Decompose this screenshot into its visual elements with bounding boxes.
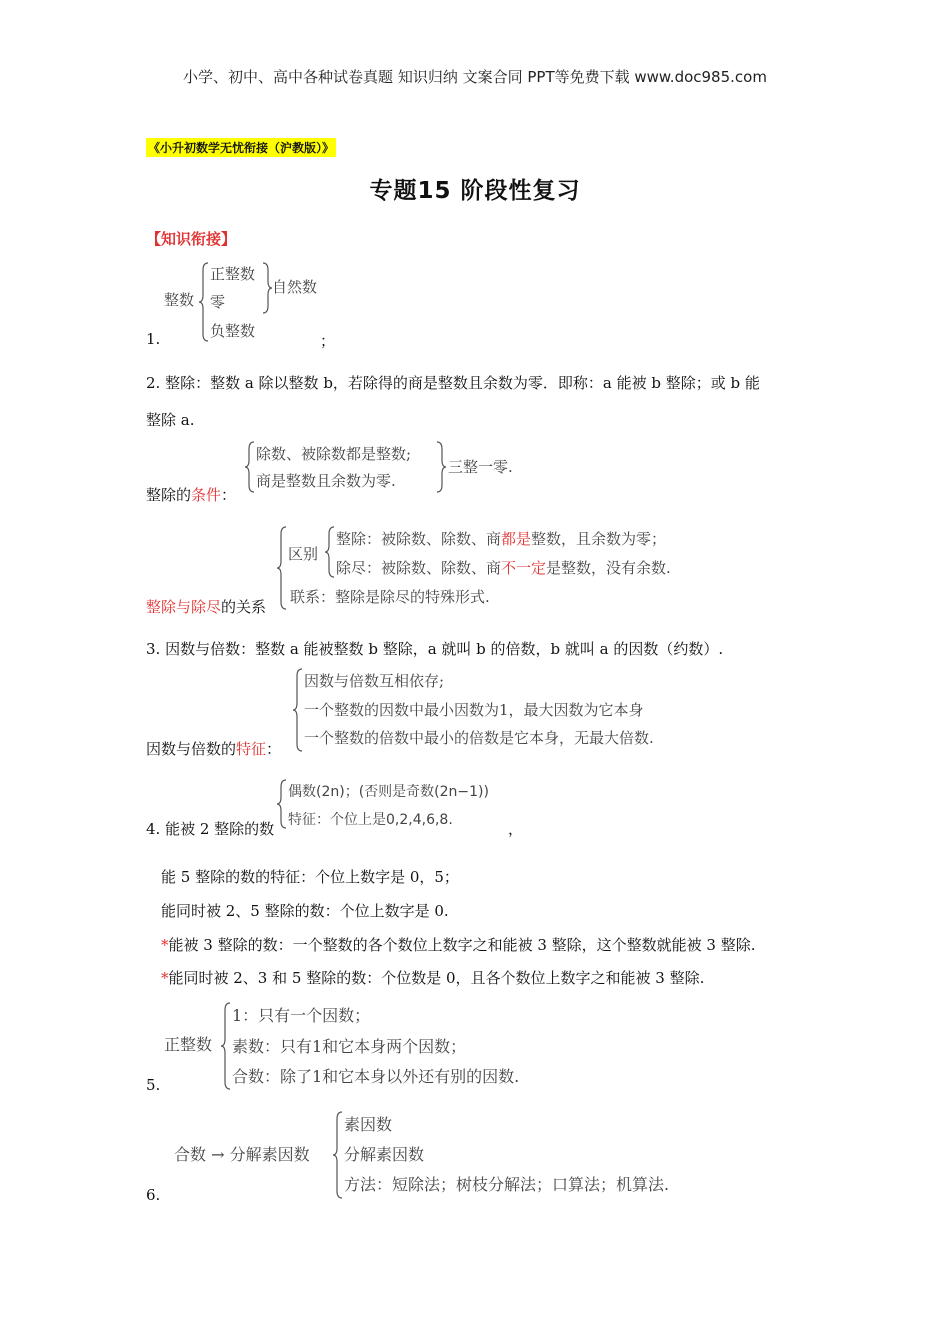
item4-tail: ， (508, 820, 524, 838)
item5-branch-1: 1：只有一个因数； (232, 1006, 371, 1025)
rel-qubie: 区别 (288, 545, 319, 563)
page-title: 专题15 阶段性复习 (369, 178, 581, 204)
item4-label: 4. 能被 2 整除的数 (146, 820, 275, 838)
item3-label-red: 特征 (236, 740, 267, 758)
cond-branch-2: 商是整数且余数为零. (256, 472, 396, 490)
rel-chujin (336, 557, 671, 578)
item4-line-3 (161, 934, 756, 955)
rel-label (146, 596, 266, 617)
item3-branch-2: 一个整数的因数中最小因数为1，最大因数为它本身 (304, 701, 644, 719)
item4-branch-2: 特征：个位上是0,2,4,6,8. (288, 812, 453, 828)
rel-zhengchu-b: 整数，且余数为零； (531, 530, 667, 548)
item5-branch-3: 合数：除了1和它本身以外还有别的因数. (232, 1067, 520, 1086)
item4-branch-1: 偶数(2n)；(否则是奇数(2n−1)) (288, 784, 489, 800)
item3-branch-3: 一个整数的倍数中最小的倍数是它本身，无最大倍数. (304, 729, 654, 747)
item3-brace (292, 668, 304, 752)
item4-line-2 (161, 900, 449, 921)
item3-branch-1: 因数与倍数互相依存; (304, 672, 445, 690)
item1-left: 整数 (164, 291, 195, 309)
cond-right-brace (436, 441, 448, 493)
item3-label-suffix: ： (266, 740, 282, 758)
item1-number: 1. (146, 330, 161, 348)
item6-left: 合数 → 分解素因数 (174, 1145, 310, 1164)
item1-branch-1: 正整数 (210, 265, 256, 283)
item6-branch-3: 方法：短除法；树枝分解法；口算法；机算法. (344, 1175, 670, 1194)
item1-branch-3: 负整数 (210, 322, 256, 340)
section-heading: 【知识衔接】 (146, 230, 237, 248)
rel-chujin-b: 是整数，没有余数. (546, 559, 671, 577)
cond-label-prefix: 整除的 (146, 486, 192, 504)
item4-line-4-text: 能同时被 2、3 和 5 整除的数：个位数是 0，且各个数位上数字之和能被 3 整除. (168, 969, 705, 987)
item2-line-2: 整除 a. (146, 411, 195, 429)
item1-branch-2: 零 (210, 293, 226, 311)
item1-brace (198, 262, 210, 342)
cond-label-suffix: ： (221, 486, 237, 504)
rel-zhengchu-red: 都是 (501, 530, 532, 548)
item2-line-1: 2. 整除：整数 a 除以整数 b，若除得的商是整数且余数为零．即称：a 能被 b 整除；或 b 能 (146, 374, 760, 392)
cond-label-red: 条件 (191, 486, 222, 504)
item4-line-3-star: * (161, 936, 169, 954)
rel-label-red: 整除与除尽 (146, 598, 222, 616)
item6-number: 6. (146, 1186, 161, 1204)
rel-qubie-brace (324, 526, 336, 578)
item5-branch-2: 素数：只有1和它本身两个因数； (232, 1037, 467, 1056)
item1-tail: ； (320, 332, 336, 350)
item3-label (146, 738, 281, 759)
item5-left: 正整数 (164, 1035, 213, 1054)
item6-branch-1: 素因数 (344, 1115, 393, 1134)
item4-brace (276, 779, 288, 829)
item6-branch-2: 分解素因数 (344, 1145, 425, 1164)
item4-line-1 (161, 866, 459, 887)
item4-line-4-star: * (161, 969, 169, 987)
item6-brace (332, 1111, 344, 1199)
item1-right: 自然数 (272, 278, 318, 296)
rel-chujin-red: 不一定 (501, 559, 547, 577)
rel-zhengchu (336, 528, 666, 549)
item5-brace (220, 1002, 232, 1090)
cond-label (146, 484, 236, 505)
rel-label-suffix: 的关系 (221, 598, 267, 616)
item3-label-prefix: 因数与倍数的 (146, 740, 237, 758)
item4-line-2-text: 能同时被 2、5 整除的数：个位上数字是 0. (161, 902, 449, 920)
item4-line-1-text: 能 5 整除的数的特征：个位上数字是 0，5； (161, 868, 459, 886)
rel-lianxi: 联系：整除是除尽的特殊形式. (290, 588, 490, 606)
cond-right: 三整一零. (448, 458, 513, 476)
item4-line-3-text: 能被 3 整除的数：一个整数的各个数位上数字之和能被 3 整除，这个整数就能被 3 整除. (168, 936, 756, 954)
rel-zhengchu-a: 整除：被除数、除数、商 (336, 530, 502, 548)
cond-brace (244, 441, 256, 493)
site-header: 小学、初中、高中各种试卷真题 知识归纳 文案合同 PPT等免费下载 www.doc985.com (183, 68, 767, 86)
rel-chujin-a: 除尽：被除数、除数、商 (336, 559, 502, 577)
item4-line-4 (161, 967, 704, 988)
item3-text: 3. 因数与倍数：整数 a 能被整数 b 整除，a 就叫 b 的倍数，b 就叫 a 的因数（约数）. (146, 640, 724, 658)
item5-number: 5. (146, 1076, 161, 1094)
rel-brace (276, 526, 288, 610)
series-tag: 《小升初数学无忧衔接（沪教版）》 (146, 138, 336, 157)
cond-branch-1: 除数、被除数都是整数; (256, 445, 412, 463)
